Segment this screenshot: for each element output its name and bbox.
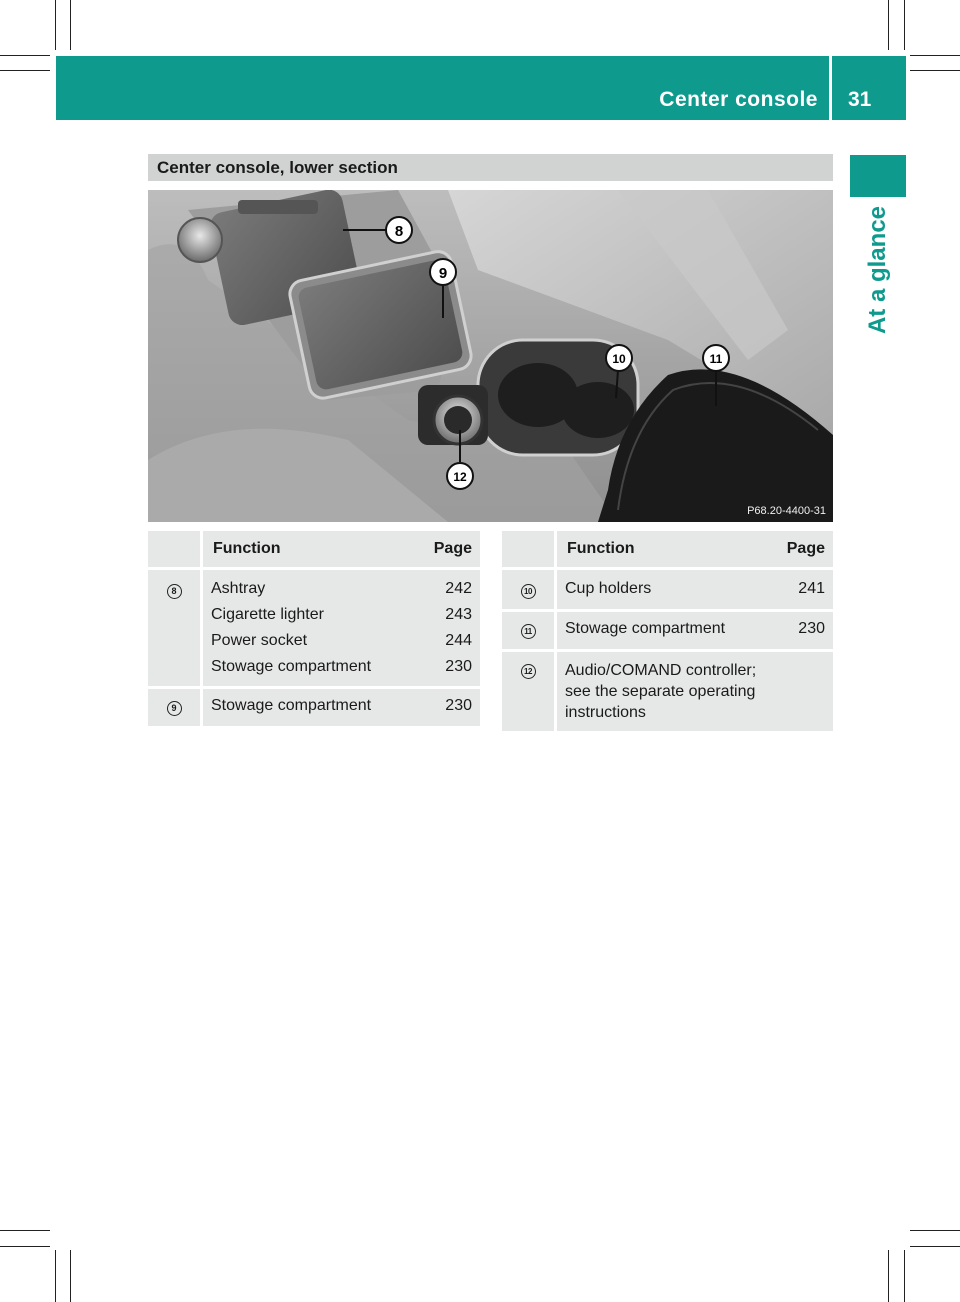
crop-mark xyxy=(70,0,71,50)
function-cell: Stowage compartment xyxy=(203,654,415,686)
crop-mark xyxy=(910,70,960,71)
callout-symbol: 8 xyxy=(167,584,182,599)
page-cell xyxy=(773,649,833,731)
function-table-right xyxy=(502,531,833,731)
crop-mark xyxy=(55,0,56,50)
callout-11 xyxy=(703,345,729,371)
table-row xyxy=(502,609,833,649)
function-header: Function xyxy=(203,531,415,570)
function-cell: Ashtray xyxy=(203,570,415,602)
crop-mark xyxy=(904,1250,905,1302)
function-table-left xyxy=(148,531,480,726)
crop-mark xyxy=(910,1246,960,1247)
callout-symbol: 12 xyxy=(521,664,536,679)
page-header-title: Center console xyxy=(659,88,818,111)
side-tab-block xyxy=(850,155,906,197)
function-cell: Cigarette lighter xyxy=(203,602,415,628)
section-title: Center console, lower section xyxy=(157,158,398,177)
callout-8-label: 8 xyxy=(394,223,404,240)
page-number: 31 xyxy=(848,88,872,111)
table-row xyxy=(502,649,833,731)
crop-mark xyxy=(0,1230,50,1231)
crop-mark xyxy=(55,1250,56,1302)
callout-11-label: 11 xyxy=(709,352,723,366)
crop-mark xyxy=(0,70,50,71)
header-separator xyxy=(829,56,832,120)
symbol-cell xyxy=(148,570,203,686)
symbol-cell xyxy=(502,609,557,649)
callout-10 xyxy=(606,345,632,371)
callout-symbol: 9 xyxy=(167,701,182,716)
center-console-photo xyxy=(148,190,833,522)
callout-12-label: 12 xyxy=(453,470,467,484)
page-header: Page xyxy=(415,531,480,570)
page-cell: 241 xyxy=(773,570,833,609)
crop-mark xyxy=(888,1250,889,1302)
callout-10-label: 10 xyxy=(612,352,626,366)
page-cell: 230 xyxy=(415,686,480,726)
crop-mark xyxy=(0,55,50,56)
callout-symbol: 10 xyxy=(521,584,536,599)
side-tab-label: At a glance xyxy=(864,205,891,335)
callout-9-label: 9 xyxy=(438,265,448,282)
page-cell: 242 xyxy=(415,570,480,602)
callout-12 xyxy=(447,463,473,489)
table-row xyxy=(148,570,480,602)
callout-9 xyxy=(430,259,456,285)
crop-mark xyxy=(910,1230,960,1231)
callout-8 xyxy=(386,217,412,243)
table-row xyxy=(502,570,833,609)
page-header: Page xyxy=(773,531,833,570)
page-cell: 243 xyxy=(415,602,480,628)
page-cell: 244 xyxy=(415,628,480,654)
function-cell: Power socket xyxy=(203,628,415,654)
crop-mark xyxy=(0,1246,50,1247)
function-header: Function xyxy=(557,531,773,570)
symbol-header xyxy=(502,531,557,570)
crop-mark xyxy=(910,55,960,56)
symbol-cell xyxy=(502,649,557,731)
symbol-cell xyxy=(502,570,557,609)
page-cell: 230 xyxy=(415,654,480,686)
function-cell: Stowage compartment xyxy=(557,609,773,649)
function-cell: Stowage compartment xyxy=(203,686,415,726)
crop-mark xyxy=(70,1250,71,1302)
callout-symbol: 11 xyxy=(521,624,536,639)
symbol-header xyxy=(148,531,203,570)
crop-mark xyxy=(904,0,905,50)
function-cell: Cup holders xyxy=(557,570,773,609)
table-row xyxy=(148,686,480,726)
page-cell: 230 xyxy=(773,609,833,649)
symbol-cell xyxy=(148,686,203,726)
photo-code: P68.20-4400-31 xyxy=(747,505,826,517)
function-cell: Audio/COMAND controller; see the separate operating instructions xyxy=(557,649,773,731)
crop-mark xyxy=(888,0,889,50)
